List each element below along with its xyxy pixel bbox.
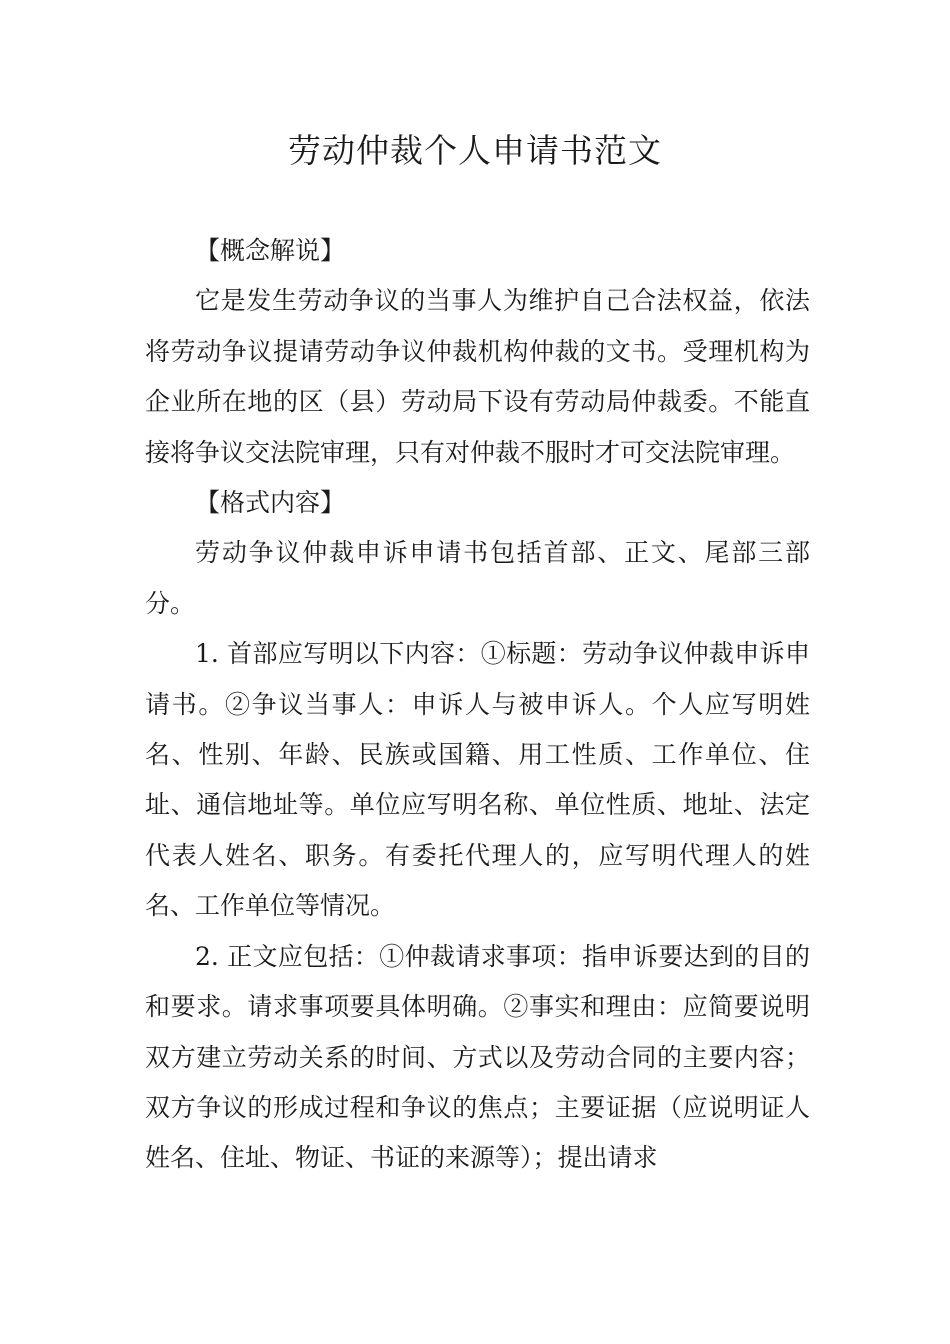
paragraph-definition: 它是发生劳动争议的当事人为维护自己合法权益，依法将劳动争议提请劳动争议仲裁机构仲裁的文书。受理机构为企业所在地的区（县）劳动局下设有劳动局仲裁委。不能直接将争议交法院审理，只有对仲裁不服时才可交法院审理。 bbox=[145, 286, 810, 467]
document-body bbox=[145, 226, 810, 1184]
section-heading-concept: 【概念解说】 bbox=[195, 236, 346, 265]
document-title: 劳动仲裁个人申请书范文 bbox=[288, 131, 662, 170]
paragraph-header-part: 1. 首部应写明以下内容：①标题：劳动争议仲裁申诉申请书。②争议当事人：申诉人与被申诉人。个人应写明姓名、性别、年龄、民族或国籍、用工性质、工作单位、住址、通信地址等。单位应写明名称、单位性质、地址、法定代表人姓名、职务。有委托代理人的，应写明代理人的姓名、工作单位等情况。 bbox=[145, 639, 810, 921]
paragraph-structure: 劳动争议仲裁申诉申请书包括首部、正文、尾部三部分。 bbox=[145, 538, 810, 618]
paragraph-main-part: 2. 正文应包括：①仲裁请求事项：指申诉要达到的目的和要求。请求事项要具体明确。②事实和理由：应简要说明双方建立劳动关系的时间、方式以及劳动合同的主要内容；双方争议的形成过程和争议的焦点；主要证据（应说明证人姓名、住址、物证、书证的来源等）；提出请求 bbox=[145, 941, 810, 1173]
section-heading-format: 【格式内容】 bbox=[195, 488, 346, 518]
